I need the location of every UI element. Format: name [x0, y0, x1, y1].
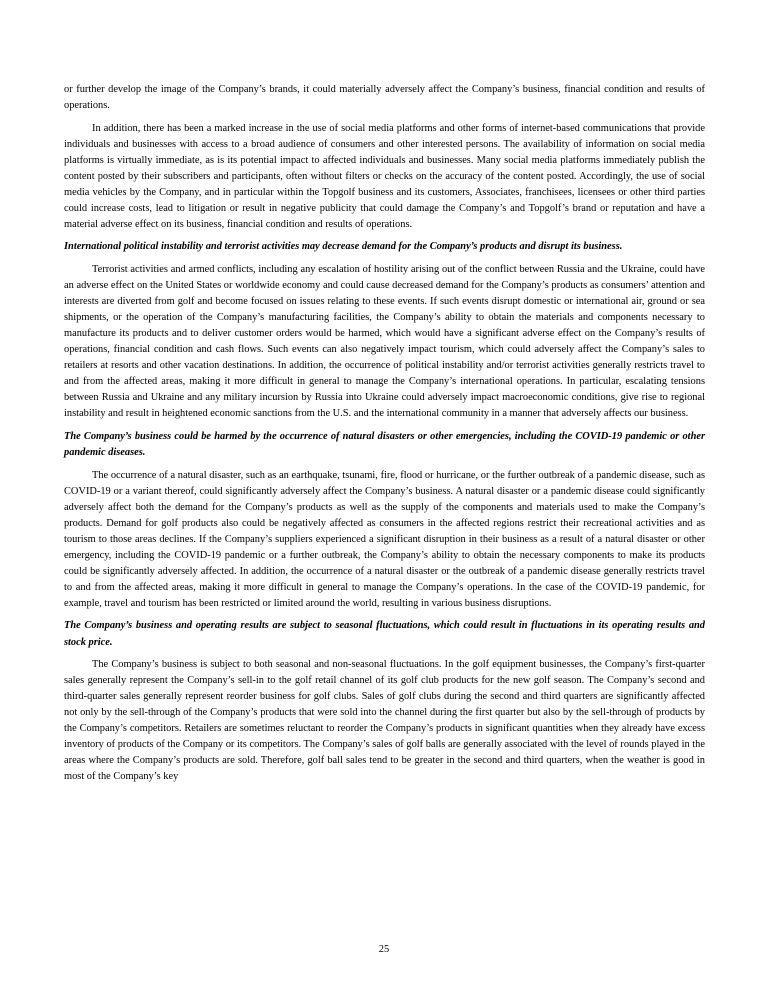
paragraph-seasonal-fluctuations: The Company’s business is subject to both seasonal and non-seasonal fluctuations. In the golf equipment businesses, the Company’s first-quarter sales generally represent the Company’s sell-in to the golf retail channel of its golf club products for the new golf season. The Company’s second and third-quarter sales generally represent reorder business for golf clubs. Sales of golf clubs during the second and third quarters are significantly affected not only by the sell-through of the Company’s products that were sold into the channel during the first quarter but also by the sell-through of products by the Company’s competitors. Retailers are sometimes reluctant to reorder the Company’s products in significant quantities when they already have excess inventory of products of the Company or its competitors. The Company’s sales of golf balls are generally associated with the level of rounds played in the areas where the Company’s products are sold. Therefore, golf ball sales tend to be greater in the second and third quarters, when the weather is good in most of the Company’s key: [64, 659, 705, 783]
paragraph-natural-disasters: The occurrence of a natural disaster, such as an earthquake, tsunami, fire, flood or hurricane, or the further outbreak of a pandemic disease, such as COVID-19 or a variant thereof, could significantly adversely affect the Company’s business. A natural disaster or a pandemic disease could significantly adversely affect both the demand for the Company’s products as well as the supply of the components and materials used to make the Company’s products. Demand for golf products also could be negatively affected as consumers in the affected regions restrict their recreational activities and as tourism to those areas declines. If the Company’s suppliers experienced a significant disruption in their business as a result of a natural disaster or other emergency, including the COVID-19 pandemic or a further outbreak, the Company’s ability to obtain the necessary components to make its products could be significantly adversely affected. In addition, the occurrence of a natural disaster or the outbreak of a pandemic disease generally restricts travel to and from the affected areas, making it more difficult in general to manage the Company’s operations. In the case of the COVID-19 pandemic, for example, travel and tourism has been restricted or limited around the world, resulting in various business disruptions.: [64, 469, 705, 609]
heading-natural-disasters: The Company’s business could be harmed by the occurrence of natural disasters or other emergencies, including the COVID-19 pandemic or other pandemic diseases.: [64, 430, 705, 458]
paragraph-terrorist-activities: Terrorist activities and armed conflicts, including any escalation of hostility arising out of the conflict between Russia and the Ukraine, could have an adverse effect on the United States or worldwide economy and could cause decreased demand for the Company’s products as consumers’ attention and interests are diverted from golf and become focused on issues relating to these events. If such events disrupt domestic or international air, ground or sea shipments, or the operation of the Company’s manufacturing facilities, the Company’s ability to obtain the materials and components necessary to manufacture its products and to deliver customer orders would be harmed, which would have a significant adverse effect on the Company’s results of operations, financial condition and cash flows. Such events can also negatively impact tourism, which could adversely affect the Company’s sales to retailers at resorts and other vacation destinations. In addition, the occurrence of political instability and/or terrorist activities generally restricts travel to and from the affected areas, making it more difficult in general to manage the Company’s international operations. In particular, escalating tensions between Russia and Ukraine and any military incursion by Russia into Ukraine could adversely impact macroeconomic conditions, give rise to regional instability and result in heightened economic sanctions from the U.S. and the international community in a manner that adversely affects our business.: [64, 263, 705, 420]
document-body: [64, 82, 705, 792]
heading-seasonal-fluctuations: The Company’s business and operating results are subject to seasonal fluctuations, which could result in fluctuations in its operating results and stock price.: [64, 620, 705, 648]
paragraph-continuation: or further develop the image of the Company’s brands, it could materially adversely affect the Company’s business, financial condition and results of operations.: [64, 84, 705, 112]
page-number: 25: [378, 944, 390, 955]
heading-political-instability: International political instability and terrorist activities may decrease demand for the Company’s products and disrupt its business.: [64, 241, 623, 253]
paragraph-social-media: In addition, there has been a marked increase in the use of social media platforms and other forms of internet-based communications that provide individuals and businesses with access to a broad audience of consumers and other interested persons. The availability of information on social media platforms is virtually immediate, as is its potential impact to affected individuals and businesses. Many social media platforms immediately publish the content posted by their subscribers and participants, often without filters or checks on the accuracy of the content posted. Accordingly, the use of social media vehicles by the Company, and in particular within the Topgolf business and its customers, Associates, franchisees, licensees or other third parties could increase costs, lead to litigation or result in negative publicity that could damage the Company’s and Topgolf’s brand or reputation and have a material adverse effect on its business, financial condition and results of operations.: [64, 122, 705, 230]
